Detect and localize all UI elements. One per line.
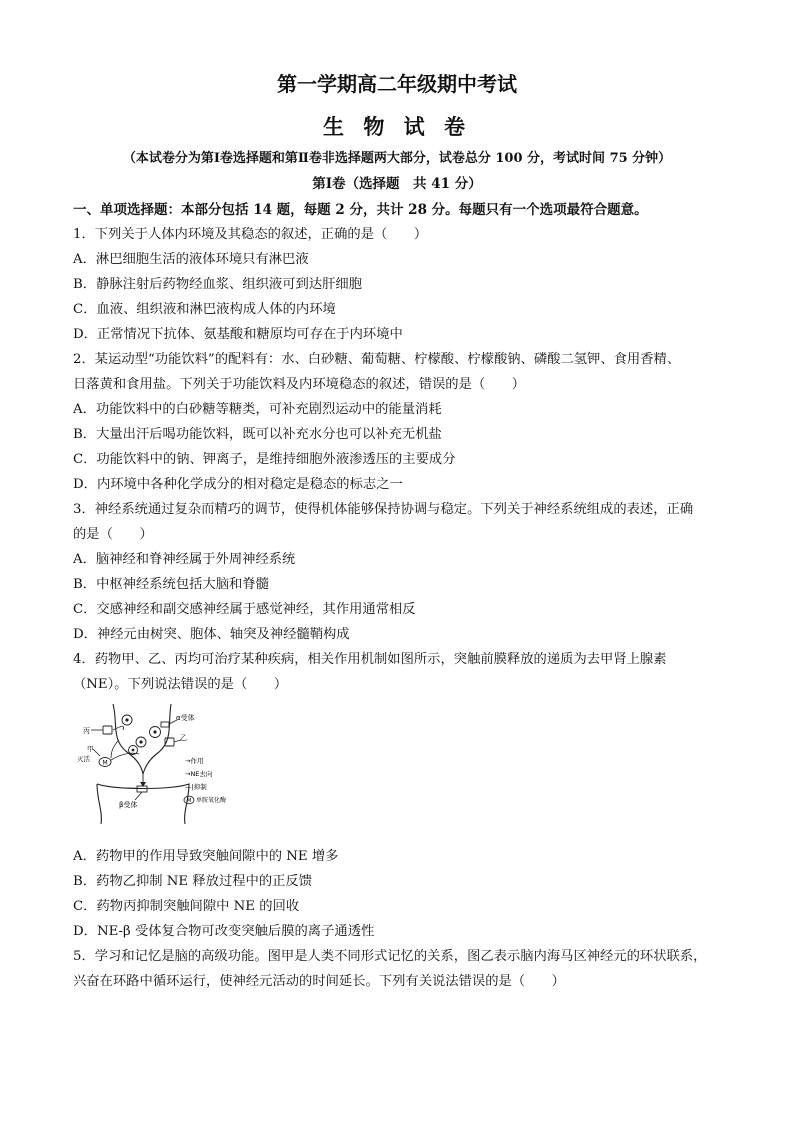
postsynaptic-membrane	[97, 784, 189, 824]
synapse-diagram	[73, 700, 248, 825]
text-line: B．大量出汗后喝功能饮料，既可以补充水分也可以补充无机盐	[73, 427, 442, 442]
vesicle-dot	[139, 740, 142, 743]
text-line: 5．学习和记忆是脑的高级功能。图甲是人类不同形式记忆的关系，图乙表示脑内海马区神经元的环状联系，	[73, 949, 707, 964]
legend-mao-label: 单胺氧化酶	[196, 797, 227, 804]
drug-yi-label: 乙	[180, 734, 187, 742]
text-line: C．功能饮料中的钠、钾离子，是维持细胞外液渗透压的主要成分	[73, 452, 456, 467]
text-line: 日落黄和食用盐。下列关于功能饮料及内环境稳态的叙述，错误的是（ ）	[73, 377, 526, 392]
alpha-receptor	[161, 722, 169, 727]
legend-action: →作用	[185, 757, 204, 765]
legend-mao-letter: M	[186, 798, 192, 805]
text-line: D．正常情况下抗体、氨基酸和糖原均可存在于内环境中	[73, 327, 403, 342]
jia-inhibit-line	[93, 749, 100, 756]
postsynaptic-membrane-left	[97, 784, 101, 824]
exam-title: 第一学期高二年级期中考试	[277, 72, 517, 96]
text-line: D．内环境中各种化学成分的相对稳定是稳态的标志之一	[73, 477, 403, 492]
text-line: A．脑神经和脊神经属于外周神经系统	[73, 552, 296, 567]
text-line: A．功能饮料中的白砂糖等糖类，可补充剧烈运动中的能量消耗	[73, 402, 442, 417]
part-title: 第Ⅰ卷（选择题 共 41 分）	[312, 176, 482, 192]
text-line: B．中枢神经系统包括大脑和脊髓	[73, 577, 269, 592]
vesicle-dot	[153, 730, 156, 733]
ne-path	[111, 740, 119, 758]
text-line: C．交感神经和副交感神经属于感觉神经，其作用通常相反	[73, 602, 416, 617]
vesicle-dot	[132, 749, 135, 752]
drug-jia-label: 甲	[87, 745, 94, 753]
text-line: 兴奋在环路中循环运行，使神经元活动的时间延长。下列有关说法错误的是（ ）	[73, 974, 565, 989]
text-line: （NE）。下列说法错误的是（ ）	[73, 677, 288, 692]
text-line: C．药物丙抑制突触间隙中 NE 的回收	[73, 899, 300, 914]
alpha-receptor-label: α受体	[176, 714, 195, 722]
bing-arrow	[113, 726, 124, 730]
drug-bing-box	[103, 726, 112, 734]
beta-receptor-label: β受体	[119, 801, 138, 809]
beta-label-leader	[135, 792, 142, 800]
inactivate-label: 灭活	[77, 755, 90, 763]
text-line: B．静脉注射后药物经血浆、组织液可到达肝细胞	[73, 277, 363, 292]
legend-inhibit: —|抑制	[185, 783, 207, 791]
text-line: 2．某运动型“功能饮料”的配料有：水、白砂糖、葡萄糖、柠檬酸、柠檬酸钠、磷酸二氢钾、食用香精、	[73, 352, 681, 367]
text-line: D．神经元由树突、胞体、轴突及神经髓鞘构成	[73, 627, 350, 642]
presynaptic-terminal-outline	[113, 704, 171, 774]
subject-title: 生 物 试 卷	[323, 115, 471, 139]
text-line: D．NE-β 受体复合物可改变突触后膜的离子通透性	[73, 924, 375, 939]
text-line: 4．药物甲、乙、丙均可治疗某种疾病，相关作用机制如图所示，突触前膜释放的递质为去甲肾上腺素	[73, 652, 667, 667]
text-line: 1．下列关于人体内环境及其稳态的叙述，正确的是（ ）	[73, 227, 428, 242]
text-line: A．药物甲的作用导致突触间隙中的 NE 增多	[73, 849, 339, 864]
text-line: 的是（ ）	[73, 527, 153, 542]
section-heading: 一、单项选择题：本部分包括 14 题，每题 2 分，共计 28 分。每题只有一个选项最符合题意。	[73, 202, 648, 218]
mao-enzyme-letter: M	[102, 759, 108, 767]
vesicle-dot	[125, 718, 128, 721]
text-line: A．淋巴细胞生活的液体环境只有淋巴液	[73, 252, 309, 267]
text-line: 3．神经系统通过复杂而精巧的调节，使得机体能够保持协调与稳定。下列关于神经系统组成的表述，正确	[73, 502, 694, 517]
text-line: C．血液、组织液和淋巴液构成人体的内环境	[73, 302, 336, 317]
exam-note: （本试卷分为第Ⅰ卷选择题和第Ⅱ卷非选择题两大部分，试卷总分 100 分，考试时间 75 分钟）	[122, 151, 672, 166]
legend-ne-fate: →NE去向	[185, 770, 213, 778]
drug-bing-label: 丙	[83, 727, 90, 735]
text-line: B．药物乙抑制 NE 释放过程中的正反馈	[73, 874, 313, 889]
